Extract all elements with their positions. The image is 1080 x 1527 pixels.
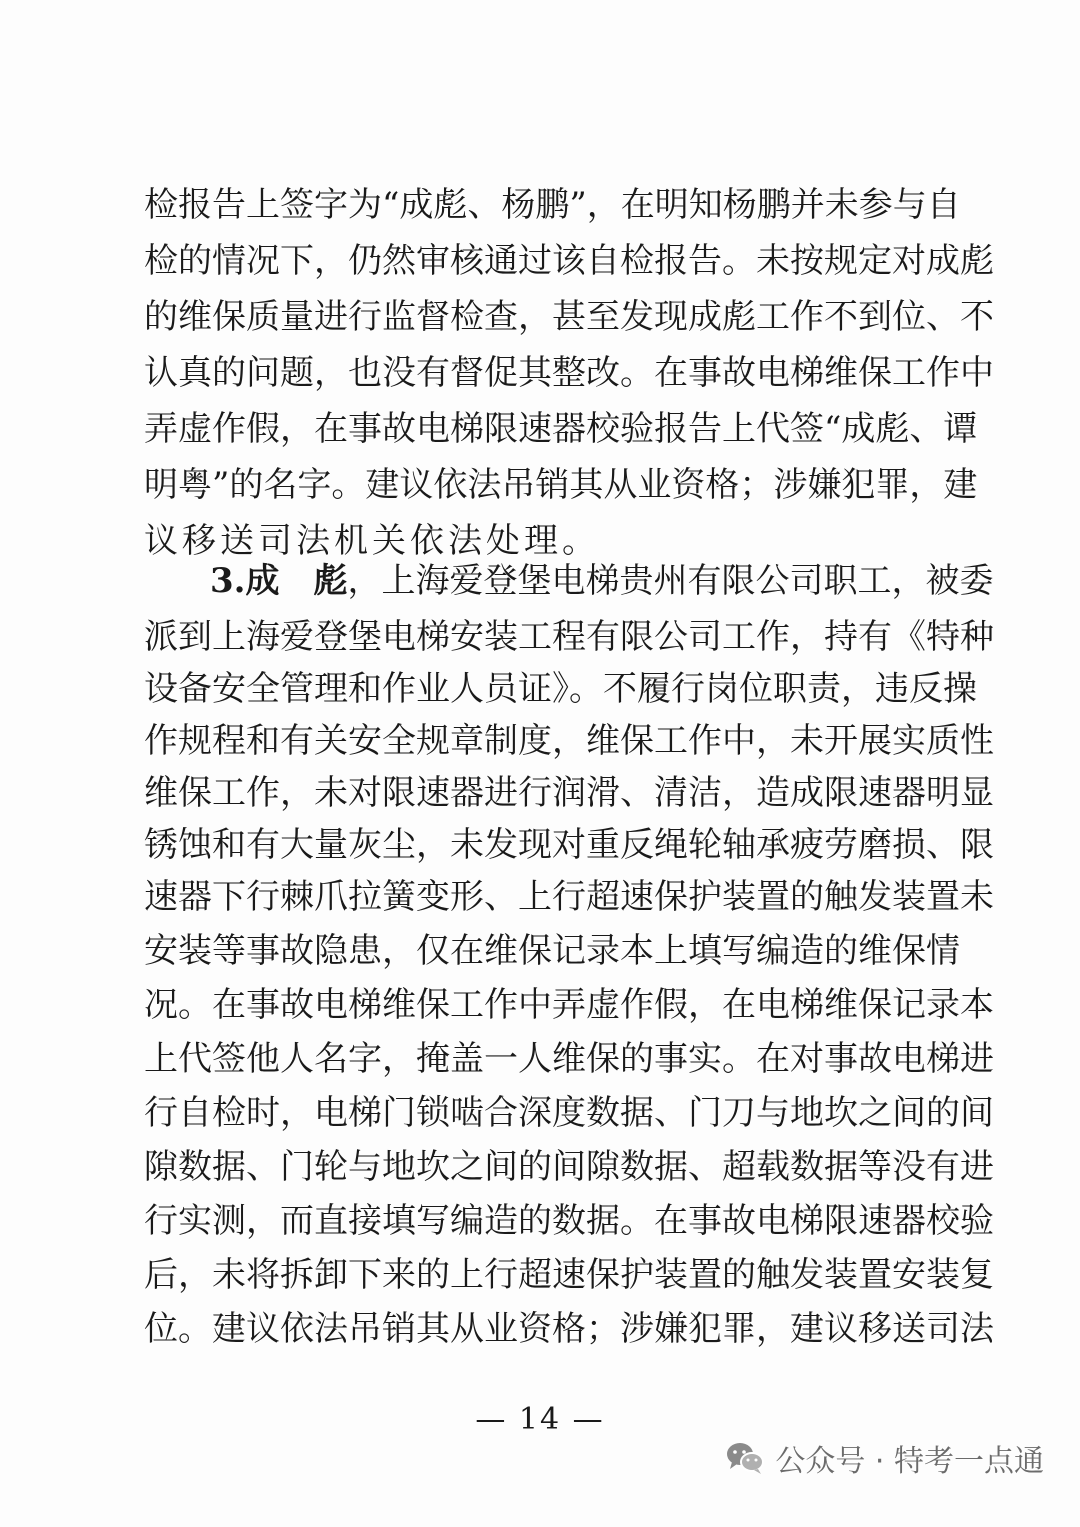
text-line: 设备安全管理和作业人员证》。不履行岗位职责，违反操	[144, 669, 977, 709]
text-line: 派到上海爱登堡电梯安装工程有限公司工作，持有《特种	[144, 617, 994, 657]
wechat-icon	[725, 1441, 765, 1475]
page-number: — 14 —	[475, 1402, 605, 1437]
text-line: 检报告上签字为“成彪、杨鹏”，在明知杨鹏并未参与自	[144, 185, 961, 225]
text-line: 认真的问题，也没有督促其整改。在事故电梯维保工作中	[144, 353, 994, 393]
text-line: 维保工作，未对限速器进行润滑、清洁，造成限速器明显	[144, 773, 994, 813]
text-line: 隙数据、门轮与地坎之间的间隙数据、超载数据等没有进	[144, 1147, 994, 1187]
text-line: 明粤”的名字。建议依法吊销其从业资格；涉嫌犯罪，建	[144, 465, 978, 505]
text-line: 安装等事故隐患，仅在维保记录本上填写编造的维保情	[144, 931, 960, 971]
item-heading-line	[210, 553, 994, 609]
text-line: 弄虚作假，在事故电梯限速器校验报告上代签“成彪、谭	[144, 409, 978, 449]
text-line: 后，未将拆卸下来的上行超速保护装置的触发装置安装复	[144, 1255, 994, 1295]
watermark-text: 公众号 · 特考一点通	[775, 1444, 1044, 1479]
item-number: 3.	[210, 561, 246, 601]
text-line: 上代签他人名字，掩盖一人维保的事实。在对事故电梯进	[144, 1039, 994, 1079]
text-line: 况。在事故电梯维保工作中弄虚作假，在电梯维保记录本	[144, 985, 994, 1025]
text-line: 行实测，而直接填写编造的数据。在事故电梯限速器校验	[144, 1201, 994, 1241]
text-line: 议移送司法机关依法处理。	[144, 521, 600, 561]
watermark	[725, 1436, 1044, 1480]
text-line: 速器下行棘爪拉簧变形、上行超速保护装置的触发装置未	[144, 877, 994, 917]
text-line: 检的情况下，仍然审核通过该自检报告。未按规定对成彪	[144, 241, 994, 281]
text-line: 的维保质量进行监督检查，甚至发现成彪工作不到位、不	[144, 297, 994, 337]
text-line: 锈蚀和有大量灰尘，未发现对重反绳轮轴承疲劳磨损、限	[144, 825, 994, 865]
item-first-line-text: ，上海爱登堡电梯贵州有限公司职工，被委	[347, 561, 994, 601]
text-line: 位。建议依法吊销其从业资格；涉嫌犯罪，建议移送司法	[144, 1309, 994, 1349]
text-line: 作规程和有关安全规章制度，维保工作中，未开展实质性	[144, 721, 994, 761]
text-line: 行自检时，电梯门锁啮合深度数据、门刀与地坎之间的间	[144, 1093, 994, 1133]
item-person-name: 成 彪	[245, 561, 348, 601]
